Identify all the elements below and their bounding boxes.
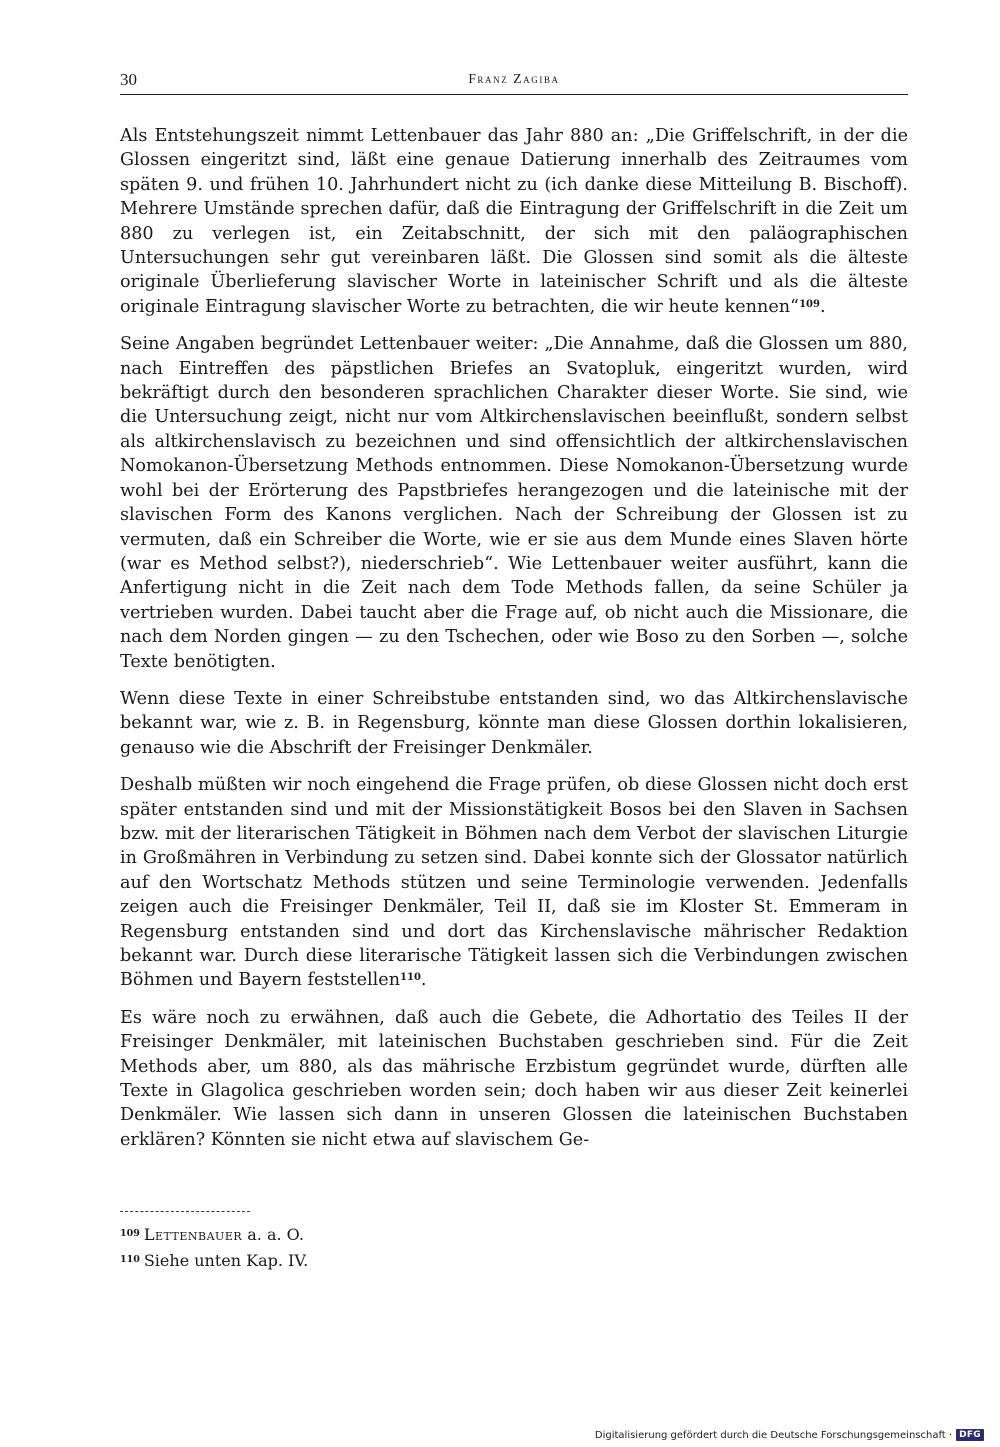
paragraph [120,687,908,760]
footnote-divider [120,1211,250,1212]
footnote-text: a. a. O. [242,1225,304,1244]
credit-text: Digitalisierung gefördert durch die Deutsche Forschungsgemeinschaft · [594,1429,953,1441]
footnote-text: Siehe unten Kap. IV. [143,1251,309,1270]
paragraph-text: Seine Angaben begründet Lettenbauer weiter: „Die Annahme, daß die Glossen um 880, nach Eintreffen des päpstlichen Briefes an Svatopluk, eingeritzt wurden, wird bekräftigt durch den besonderen sprachlichen Charakter dieser Worte. Sie sind, wie die Untersuchung zeigt, nicht nur vom Altkirchenslavischen beeinflußt, sondern selbst als altkirchenslavisch zu bezeichnen und sind offensichtlich der altkirchenslavischen Nomokanon-Übersetzung Methods entnommen. Diese Nomokanon-Übersetzung wurde wohl bei der Erörterung des Papstbriefes herangezogen und die lateinische mit der slavischen Form des Kanons verglichen. Nach der Schreibung der Glossen ist zu vermuten, daß ein Schreiber die Worte, wie er sie aus dem Munde eines Slaven hörte (war es Method selbst?), niederschrieb“. Wie Lettenbauer weiter ausführt, kann die Anfertigung nicht in die Zeit nach dem Tode Methods fallen, da seine Schüler ja vertrieben wurden. Dabei taucht aber die Frage auf, ob nicht auch die Missionare, die nach dem Norden gingen — zu den Tschechen, oder wie Boso zu den Sorben —, solche Texte benötigten. [120,334,908,672]
paragraph [120,773,908,993]
page-number: 30 [120,70,137,89]
footnote-author: Lettenbauer [143,1225,243,1244]
paragraph-text: Wenn diese Texte in einer Schreibstube entstanden sind, wo das Altkirchenslavische bekannt war, wie z. B. in Regensburg, könnte man diese Glossen dorthin lokalisieren, genauso wie die Abschrift der Freisinger Denkmäler. [120,688,908,758]
footnote [120,1248,908,1274]
running-head: Franz Zagiba [468,71,560,86]
paragraph [120,1006,908,1152]
footnote-ref: 110 [400,972,421,984]
paragraph-text: Als Entstehungszeit nimmt Lettenbauer das Jahr 880 an: „Die Griffelschrift, in der die Glossen eingeritzt sind, läßt eine genaue Datierung innerhalb des Zeitraumes vom späten 9. und frühen 10. Jahrhundert nicht zu (ich danke diese Mitteilung B. Bischoff). Mehrere Umstände sprechen dafür, daß die Eintragung der Griffelschrift in die Zeit um 880 zu verlegen ist, ein Zeitabschnitt, der sich mit den paläographischen Untersuchungen sehr gut vereinbaren läßt. Die Glossen sind somit als die älteste originale Überlieferung slavischer Worte in lateinischer Schrift und als die älteste originale Eintragung slavischer Worte zu betrachten, die wir heute kennen“ [120,126,908,317]
dfg-logo: DFG [956,1429,984,1441]
paragraph-tail: . [420,970,427,991]
footnote-number: 109 [120,1228,140,1239]
page-header [120,70,908,95]
footnote-ref: 109 [799,298,820,310]
digitization-credit [595,1429,984,1441]
paragraph-tail: . [819,296,826,317]
paragraph-text: Deshalb müßten wir noch eingehend die Frage prüfen, ob diese Glossen nicht doch erst später entstanden sind und mit der Missionstätigkeit Bosos bei den Slaven in Sachsen bzw. mit der literarischen Tätigkeit in Böhmen nach dem Verbot der slavischen Liturgie in Großmähren in Verbindung zu setzen sind. Dabei konnte sich der Glossator natürlich auf den Wortschatz Methods stützen und seine Terminologie verwenden. Jedenfalls zeigen auch die Freisinger Denkmäler, Teil II, daß sie im Kloster St. Emmeram in Regensburg entstanden sind und dort das Kirchenslavische mährischer Redaktion bekannt war. Durch diese literarische Tätigkeit lassen sich die Verbindungen zwischen Böhmen und Bayern feststellen [120,775,908,991]
paragraph-text: Es wäre noch zu erwähnen, daß auch die Gebete, die Adhortatio des Teiles II der Freisinger Denkmäler, mit lateinischen Buchstaben geschrieben sind. Für die Zeit Methods aber, um 880, als das mährische Erzbistum gegründet wurde, dürften alle Texte in Glagolica geschrieben worden sein; doch haben wir aus dieser Zeit keinerlei Denkmäler. Wie lassen sich dann in unseren Glossen die lateinischen Buchstaben erklären? Könnten sie nicht etwa auf slavischem Ge- [120,1007,908,1150]
footnote [120,1222,908,1248]
footnote-number: 110 [120,1254,140,1265]
body-text [120,124,908,1165]
footnotes [120,1222,908,1274]
paragraph [120,124,908,319]
paragraph [120,332,908,674]
